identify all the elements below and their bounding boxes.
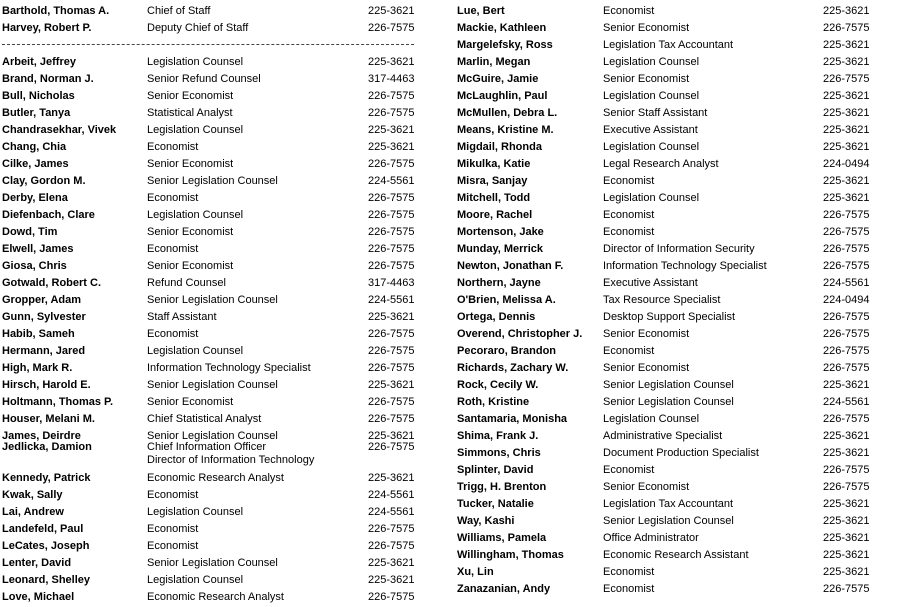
staff-name: Chandrasekhar, Vivek [2, 124, 117, 136]
staff-title-line-2: Director of Information Technology [147, 454, 315, 466]
staff-name: Ortega, Dennis [457, 311, 536, 323]
staff-title: Senior Legislation Counsel [147, 175, 278, 187]
staff-name: Misra, Sanjay [457, 175, 528, 187]
staff-name: Margelefsky, Ross [457, 39, 553, 51]
staff-title: Senior Economist [147, 158, 234, 170]
staff-name: Gunn, Sylvester [2, 311, 86, 323]
staff-title: Legislation Tax Accountant [603, 498, 734, 510]
staff-title: Statistical Analyst [147, 107, 233, 119]
staff-title: Senior Economist [147, 226, 234, 238]
staff-name: McLaughlin, Paul [457, 90, 548, 102]
staff-name: Lai, Andrew [2, 506, 64, 518]
staff-title: Office Administrator [603, 532, 699, 544]
staff-title: Senior Economist [603, 73, 690, 85]
staff-phone: 225-3621 [368, 574, 415, 586]
staff-name: Bull, Nicholas [2, 90, 75, 102]
staff-phone: 225-3621 [823, 515, 870, 527]
staff-phone: 226-7575 [368, 345, 415, 357]
staff-phone: 225-3621 [823, 175, 870, 187]
staff-phone: 224-5561 [823, 277, 870, 289]
staff-phone: 225-3621 [823, 549, 870, 561]
staff-phone: 225-3621 [368, 311, 415, 323]
staff-phone: 226-7575 [368, 328, 415, 340]
staff-name: Harvey, Robert P. [2, 22, 92, 34]
staff-title: Deputy Chief of Staff [147, 22, 249, 34]
staff-phone: 226-7575 [823, 481, 870, 493]
staff-name: O'Brien, Melissa A. [457, 294, 556, 306]
staff-phone: 226-7575 [823, 345, 870, 357]
staff-phone: 225-3621 [368, 56, 415, 68]
staff-title: Chief of Staff [147, 5, 211, 17]
staff-phone: 224-0494 [823, 294, 870, 306]
staff-name: Gropper, Adam [2, 294, 82, 306]
staff-name: Arbeit, Jeffrey [2, 56, 76, 68]
staff-title: Legislation Counsel [147, 345, 244, 357]
staff-title: Senior Refund Counsel [147, 73, 261, 85]
staff-name: Chang, Chia [2, 141, 67, 153]
staff-name: Splinter, David [457, 464, 534, 476]
staff-name: Clay, Gordon M. [2, 175, 86, 187]
staff-phone: 225-3621 [823, 430, 870, 442]
staff-phone: 225-3621 [823, 107, 870, 119]
staff-name: Mackie, Kathleen [457, 22, 547, 34]
staff-name: Trigg, H. Brenton [457, 481, 547, 493]
staff-phone: 224-5561 [823, 396, 870, 408]
staff-phone: 317-4463 [368, 73, 415, 85]
staff-phone: 225-3621 [368, 557, 415, 569]
staff-name: Dowd, Tim [2, 226, 58, 238]
staff-title: Legislation Counsel [147, 56, 244, 68]
staff-title: Chief Information Officer [147, 441, 267, 453]
staff-phone: 225-3621 [823, 566, 870, 578]
staff-name: Leonard, Shelley [2, 574, 91, 586]
staff-title: Economist [147, 489, 199, 501]
staff-phone: 226-7575 [823, 362, 870, 374]
staff-phone: 226-7575 [368, 591, 415, 603]
staff-title: Senior Economist [147, 260, 234, 272]
staff-title: Senior Economist [603, 22, 690, 34]
staff-phone: 226-7575 [823, 260, 870, 272]
staff-title: Senior Economist [147, 396, 234, 408]
staff-title: Senior Economist [603, 481, 690, 493]
staff-title: Senior Legislation Counsel [147, 294, 278, 306]
staff-phone: 226-7575 [368, 226, 415, 238]
staff-name: Gotwald, Robert C. [2, 277, 101, 289]
staff-title: Economist [603, 209, 655, 221]
staff-name: Tucker, Natalie [457, 498, 534, 510]
staff-phone: 225-3621 [823, 141, 870, 153]
staff-phone: 224-5561 [368, 175, 415, 187]
staff-phone: 225-3621 [823, 498, 870, 510]
staff-title: Executive Assistant [603, 277, 698, 289]
staff-phone: 226-7575 [823, 328, 870, 340]
staff-phone: 226-7575 [368, 413, 415, 425]
staff-title: Senior Legislation Counsel [603, 379, 734, 391]
staff-phone: 226-7575 [823, 413, 870, 425]
staff-name: Means, Kristine M. [457, 124, 554, 136]
staff-name: Santamaria, Monisha [457, 413, 568, 425]
staff-phone: 225-3621 [823, 532, 870, 544]
staff-title: Legislation Counsel [147, 124, 244, 136]
staff-phone: 226-7575 [368, 362, 415, 374]
staff-title: Document Production Specialist [603, 447, 759, 459]
staff-title: Economist [603, 5, 655, 17]
staff-title: Economist [147, 243, 199, 255]
staff-phone: 226-7575 [823, 583, 870, 595]
staff-name: Giosa, Chris [2, 260, 67, 272]
staff-name: Lenter, David [2, 557, 72, 569]
staff-phone: 226-7575 [368, 540, 415, 552]
staff-name: Houser, Melani M. [2, 413, 95, 425]
staff-title: Staff Assistant [147, 311, 217, 323]
staff-title: Senior Legislation Counsel [603, 396, 734, 408]
staff-title: Economist [147, 523, 199, 535]
staff-name: Moore, Rachel [457, 209, 533, 221]
staff-phone: 225-3621 [823, 39, 870, 51]
staff-title: Administrative Specialist [603, 430, 723, 442]
staff-phone: 226-7575 [823, 73, 870, 85]
staff-title: Senior Legislation Counsel [147, 557, 278, 569]
staff-phone: 225-3621 [368, 5, 415, 17]
staff-phone: 224-5561 [368, 294, 415, 306]
staff-title: Senior Economist [603, 362, 690, 374]
staff-title: Legislation Counsel [147, 209, 244, 221]
staff-name: Willingham, Thomas [457, 549, 564, 561]
staff-title: Economist [147, 540, 199, 552]
staff-title: Senior Economist [603, 328, 690, 340]
staff-phone: 226-7575 [368, 209, 415, 221]
staff-name: Shima, Frank J. [457, 430, 539, 442]
staff-phone: 225-3621 [368, 430, 415, 442]
staff-phone: 226-7575 [368, 158, 415, 170]
staff-title: Legislation Counsel [603, 413, 700, 425]
staff-title: Economist [603, 566, 655, 578]
staff-phone: 226-7575 [823, 243, 870, 255]
staff-phone: 224-5561 [368, 506, 415, 518]
staff-name: Butler, Tanya [2, 107, 71, 119]
staff-name: Kwak, Sally [2, 489, 63, 501]
staff-name: Overend, Christopher J. [457, 328, 583, 340]
staff-title: Economic Research Analyst [147, 591, 284, 603]
staff-name: Hermann, Jared [2, 345, 86, 357]
section-divider [2, 44, 414, 45]
staff-title: Refund Counsel [147, 277, 226, 289]
staff-title: Economist [147, 328, 199, 340]
staff-phone: 225-3621 [368, 379, 415, 391]
staff-title: Senior Legislation Counsel [147, 430, 278, 442]
staff-title: Director of Information Security [603, 243, 755, 255]
staff-phone: 225-3621 [823, 192, 870, 204]
staff-name: Habib, Sameh [2, 328, 75, 340]
staff-title: Tax Resource Specialist [603, 294, 721, 306]
staff-name: Simmons, Chris [457, 447, 541, 459]
staff-phone: 226-7575 [368, 260, 415, 272]
staff-title: Information Technology Specialist [603, 260, 767, 272]
staff-name: Way, Kashi [457, 515, 515, 527]
staff-phone: 226-7575 [823, 209, 870, 221]
staff-name: High, Mark R. [2, 362, 73, 374]
staff-title: Economist [603, 226, 655, 238]
staff-name: Derby, Elena [2, 192, 68, 204]
staff-phone: 225-3621 [368, 141, 415, 153]
staff-title: Legislation Counsel [603, 90, 700, 102]
staff-title: Legislation Counsel [603, 141, 700, 153]
staff-name: James, Deirdre [2, 430, 81, 442]
staff-name: Williams, Pamela [457, 532, 547, 544]
staff-phone: 226-7575 [823, 226, 870, 238]
staff-name: Mitchell, Todd [457, 192, 531, 204]
staff-phone: 225-3621 [368, 124, 415, 136]
staff-name: Holtmann, Thomas P. [2, 396, 114, 408]
staff-title: Desktop Support Specialist [603, 311, 736, 323]
staff-title: Legislation Counsel [147, 574, 244, 586]
staff-phone: 226-7575 [823, 464, 870, 476]
staff-title: Economist [603, 175, 655, 187]
staff-title: Executive Assistant [603, 124, 698, 136]
staff-phone: 224-5561 [368, 489, 415, 501]
staff-phone: 225-3621 [823, 5, 870, 17]
staff-phone: 226-7575 [368, 441, 415, 453]
staff-name: Diefenbach, Clare [2, 209, 95, 221]
staff-name: Mikulka, Katie [457, 158, 531, 170]
staff-name: Brand, Norman J. [2, 73, 94, 85]
staff-title: Information Technology Specialist [147, 362, 311, 374]
staff-name: McMullen, Debra L. [457, 107, 558, 119]
staff-title: Economist [603, 464, 655, 476]
staff-name: Lue, Bert [457, 5, 505, 17]
staff-title: Economic Research Assistant [603, 549, 749, 561]
staff-name: Richards, Zachary W. [457, 362, 569, 374]
staff-title: Senior Legislation Counsel [603, 515, 734, 527]
staff-phone: 226-7575 [823, 22, 870, 34]
staff-phone: 226-7575 [368, 396, 415, 408]
staff-name: Kennedy, Patrick [2, 472, 91, 484]
staff-phone: 225-3621 [823, 56, 870, 68]
staff-name: Hirsch, Harold E. [2, 379, 91, 391]
staff-phone: 225-3621 [823, 124, 870, 136]
staff-phone: 226-7575 [823, 311, 870, 323]
staff-title: Economist [603, 583, 655, 595]
staff-title: Economist [147, 192, 199, 204]
staff-name: Jedlicka, Damion [2, 441, 92, 453]
staff-phone: 226-7575 [368, 22, 415, 34]
staff-name: Love, Michael [2, 591, 75, 603]
staff-phone: 226-7575 [368, 192, 415, 204]
staff-title: Legislation Counsel [603, 192, 700, 204]
staff-title: Senior Staff Assistant [603, 107, 708, 119]
staff-title: Legal Research Analyst [603, 158, 719, 170]
staff-title: Senior Legislation Counsel [147, 379, 278, 391]
staff-name: Rock, Cecily W. [457, 379, 539, 391]
staff-title: Economic Research Analyst [147, 472, 284, 484]
staff-title: Economist [603, 345, 655, 357]
staff-phone: 226-7575 [368, 107, 415, 119]
staff-title: Economist [147, 141, 199, 153]
staff-phone: 224-0494 [823, 158, 870, 170]
staff-phone: 225-3621 [823, 447, 870, 459]
staff-phone: 226-7575 [368, 523, 415, 535]
staff-name: Marlin, Megan [457, 56, 531, 68]
staff-title: Legislation Counsel [147, 506, 244, 518]
staff-phone: 317-4463 [368, 277, 415, 289]
staff-name: Munday, Merrick [457, 243, 543, 255]
staff-phone: 226-7575 [368, 243, 415, 255]
staff-name: Newton, Jonathan F. [457, 260, 564, 272]
staff-name: LeCates, Joseph [2, 540, 90, 552]
staff-name: Barthold, Thomas A. [2, 5, 110, 17]
staff-title: Legislation Tax Accountant [603, 39, 734, 51]
staff-name: Pecoraro, Brandon [457, 345, 557, 357]
staff-name: McGuire, Jamie [457, 73, 539, 85]
staff-name: Zanazanian, Andy [457, 583, 551, 595]
staff-title: Senior Economist [147, 90, 234, 102]
staff-title: Chief Statistical Analyst [147, 413, 262, 425]
staff-phone: 225-3621 [823, 379, 870, 391]
staff-name: Cilke, James [2, 158, 69, 170]
staff-name: Landefeld, Paul [2, 523, 84, 535]
staff-name: Xu, Lin [457, 566, 494, 578]
staff-name: Northern, Jayne [457, 277, 541, 289]
staff-phone: 225-3621 [823, 90, 870, 102]
staff-phone: 226-7575 [368, 90, 415, 102]
staff-title: Legislation Counsel [603, 56, 700, 68]
staff-name: Migdail, Rhonda [457, 141, 542, 153]
staff-name: Elwell, James [2, 243, 74, 255]
staff-name: Roth, Kristine [457, 396, 530, 408]
staff-name: Mortenson, Jake [457, 226, 544, 238]
staff-phone: 225-3621 [368, 472, 415, 484]
